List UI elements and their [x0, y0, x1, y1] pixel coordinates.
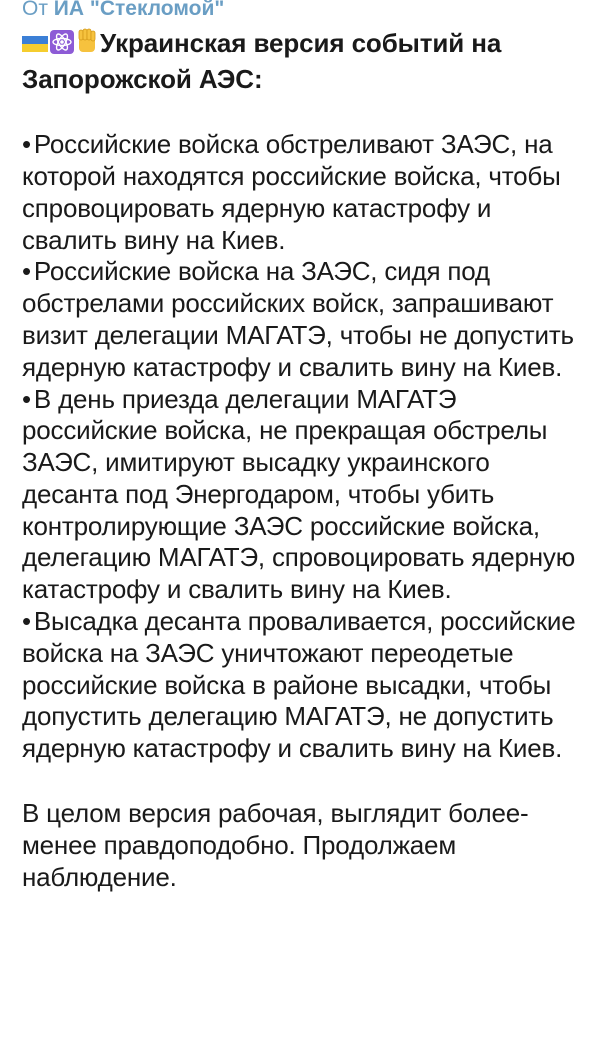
forwarded-prefix: От — [22, 0, 48, 20]
list-item — [22, 256, 592, 383]
bullet-marker: • — [22, 383, 31, 414]
bullet-marker: • — [22, 129, 31, 160]
post-title-text: Украинская версия событий на Запорожской АЭС: — [22, 28, 502, 95]
atom-icon — [50, 28, 74, 62]
list-item-text: Российские войска обстреливают ЗАЭС, на которой находятся российские войска, чтобы спровоцировать ядерную катастрофу и свалить вину на Киев. — [22, 129, 561, 255]
list-item — [22, 606, 592, 765]
list-item — [22, 384, 592, 607]
list-item-text: В день приезда делегации МАГАТЭ российские войска, не прекращая обстрелы ЗАЭС, имитируют высадку украинского десанта под Энергодаром, чтобы убить контролирующие ЗАЭС российские войска, делегацию МАГАТЭ, спровоцировать ядерную катастрофу и свалить вину на Киев. — [22, 383, 576, 605]
forwarded-source-link[interactable]: ИА "Стекломой" — [53, 0, 225, 20]
post-title — [22, 26, 592, 96]
raised-fist-icon — [76, 28, 98, 62]
closing-paragraph: В целом версия рабочая, выглядит более-менее правдоподобно. Продолжаем наблюдение. — [22, 798, 529, 892]
list-item-text: Высадка десанта проваливается, российские войска на ЗАЭС уничтожают переодетые российские войска в районе высадки, чтобы допустить делегацию МАГАТЭ, не допустить ядерную катастрофу и свалить вину на Киев. — [22, 606, 576, 764]
list-item-text: Российские войска на ЗАЭС, сидя под обстрелами российских войск, запрашивают визит делегации МАГАТЭ, чтобы не допустить ядерную катастрофу и свалить вину на Киев. — [22, 256, 574, 382]
forwarded-from-header[interactable] — [22, 0, 592, 22]
bullet-marker: • — [22, 256, 31, 287]
message-bubble — [22, 0, 592, 893]
ukraine-flag-icon — [22, 28, 48, 62]
bullet-list — [22, 129, 592, 765]
bullet-marker: • — [22, 606, 31, 637]
list-item — [22, 129, 592, 256]
